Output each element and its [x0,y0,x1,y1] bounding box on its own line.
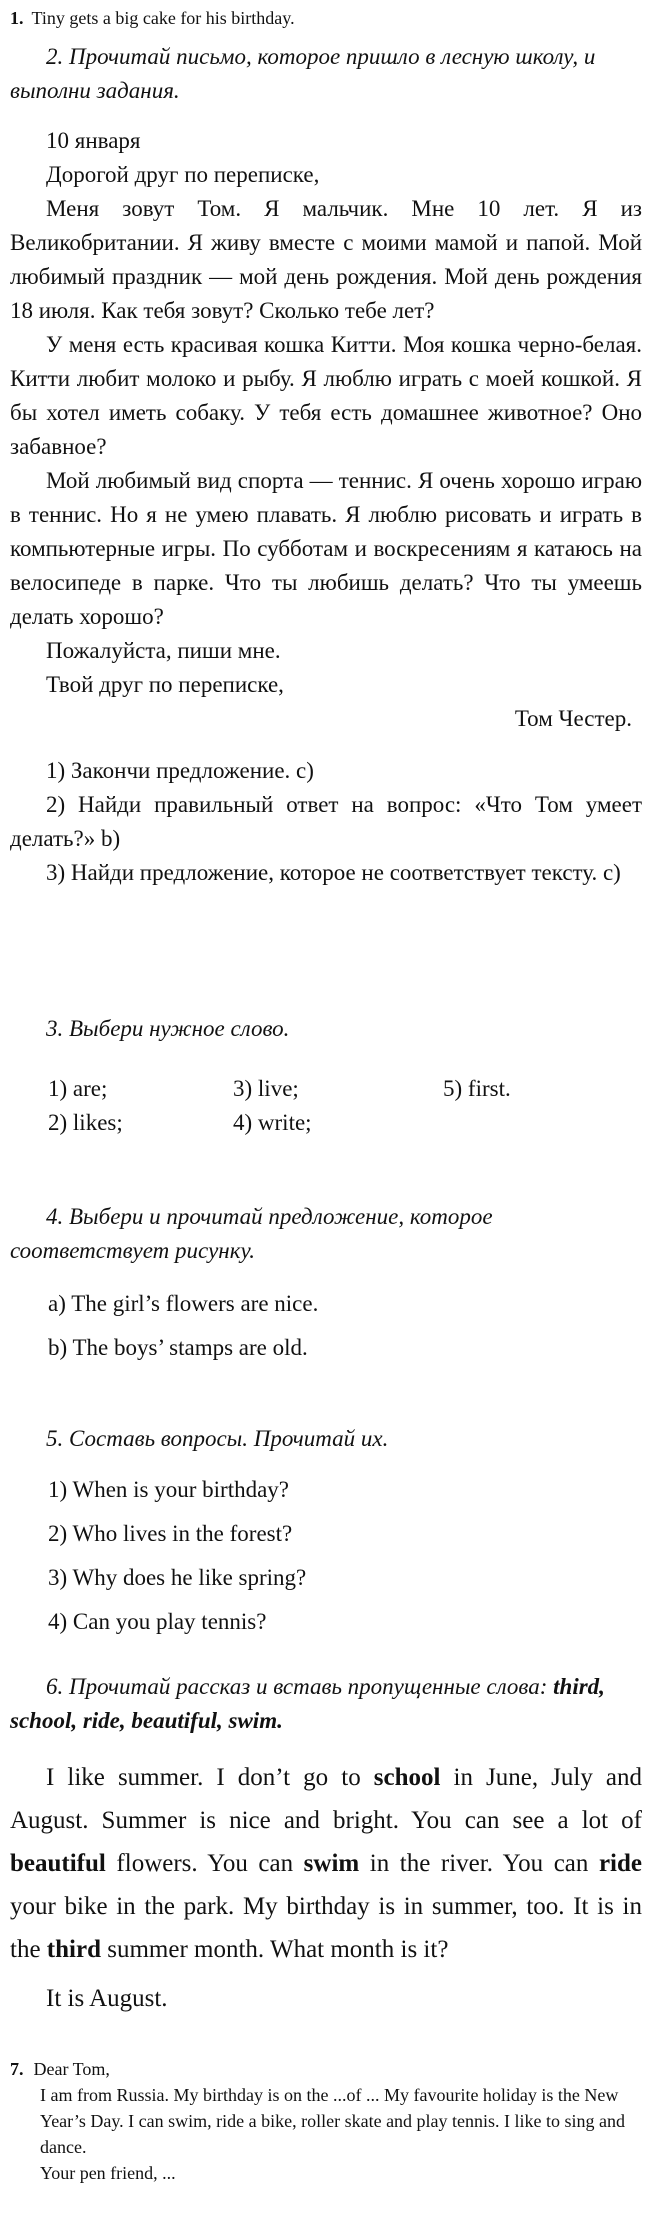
task-5-question: 2) Who lives in the forest? [48,1521,293,1546]
task-4-heading: 4. Выбери и прочитай предложение, которое соответствует рисунку. [10,1204,493,1263]
item-7-greeting-line [10,2056,642,2082]
story-text: in the river. You can [359,1850,599,1877]
task-3-option [443,1106,643,1140]
task-4 [10,1200,642,1370]
story-text: your bike in the park. My birthday is in summer, too. It is in the [10,1893,642,1963]
letter-signature: Том Честер. [514,706,632,731]
story-text: summer month. What month is it? [100,1936,449,1963]
task-6-heading [10,1670,642,1738]
letter-greeting: Дорогой друг по переписке, [46,162,320,187]
task-3-option: 2) likes; [48,1110,123,1135]
story-answer: It is August. [46,1985,168,2012]
task-2-answer: 2) Найди правильный ответ на вопрос: «Что Том умеет делать?» b) [10,792,642,851]
task-6 [10,1670,642,2020]
item-7-closing: Your pen friend, ... [40,2163,176,2183]
task-5-questions [10,1468,642,1644]
item-1-number: 1. [10,8,24,28]
task-3-option: 1) are; [48,1076,108,1101]
letter-paragraph-3: Мой любимый вид спорта — теннис. Я очень хорошо играю в теннис. Но я не умею плавать. Я люблю рисовать и играть в компьютерные игры. По субботам и воскресениям я катаюсь на велосипеде в парке. Что ты любишь делать? Что ты умеешь делать хорошо? [10,468,642,629]
story-word-swim: swim [303,1850,360,1877]
letter-paragraph-2: У меня есть красивая кошка Китти. Моя кошка черно-белая. Китти любит молоко и рыбу. Я люблю играть с моей кошкой. Я бы хотел иметь собаку. У тебя есть домашнее животное? Оно забавное? [10,332,642,459]
task-4-sentences [10,1282,642,1370]
task-3-heading: 3. Выбери нужное слово. [46,1016,290,1041]
letter-date: 10 января [46,128,141,153]
story-word-beautiful: beautiful [10,1850,106,1877]
task-2-heading: 2. Прочитай письмо, которое пришло в лесную школу, и выполни задания. [10,44,596,103]
task-6-heading-text: 6. Прочитай рассказ и вставь пропущенные слова: [46,1674,554,1699]
task-5 [10,1422,642,1644]
story-word-school: school [373,1764,441,1791]
story-text: I like summer. I don’t go to [46,1764,374,1791]
story-text: flowers. You can [105,1850,304,1877]
task-2-answer: 1) Закончи предложение. c) [46,758,314,783]
story-word-third: third [46,1936,101,1963]
task-5-question: 3) Why does he like spring? [48,1565,307,1590]
task-6-word-list: third, school, ride, beautiful, swim. [10,1674,605,1733]
task-3 [10,1012,642,1140]
letter-paragraph-4: Пожалуйста, пиши мне. [46,638,281,663]
task-5-heading: 5. Составь вопросы. Прочитай их. [46,1426,389,1451]
task-3-option: 5) first. [443,1076,511,1101]
item-7-number: 7. [10,2059,24,2079]
item-1 [10,8,295,29]
task-4-option-a: a) The girl’s flowers are nice. [48,1291,319,1316]
item-1-text: Tiny gets a big cake for his birthday. [31,8,295,28]
task-2-answer: 3) Найди предложение, которое не соответствует тексту. c) [46,860,621,885]
task-3-option: 3) live; [233,1076,299,1101]
task-3-option: 4) write; [233,1110,312,1135]
task-5-question: 1) When is your birthday? [48,1477,290,1502]
task-6-story [10,1756,642,1971]
task-2-answers [10,754,642,890]
task-2 [10,40,642,890]
letter-closing: Твой друг по переписке, [46,672,284,697]
story-text: in June, July and August. Summer is nice and bright. You can see a lot of [10,1764,642,1834]
story-word-ride: ride [598,1850,642,1877]
item-7-greeting: Dear Tom, [33,2059,110,2079]
task-5-question: 4) Can you play tennis? [48,1609,267,1634]
item-7 [10,2056,642,2186]
letter-paragraph-1: Меня зовут Том. Я мальчик. Мне 10 лет. Я из Великобритании. Я живу вместе с моими мамой и папой. Мой любимый праздник — мой день рождения. Мой день рождения 18 июля. Как тебя зовут? Сколько тебе лет? [10,196,642,323]
task-3-options [10,1072,642,1140]
task-4-option-b: b) The boys’ stamps are old. [48,1335,308,1360]
item-7-body: I am from Russia. My birthday is on the ...of ... My favourite holiday is the New Year’s Day. I can swim, ride a bike, roller skate and play tennis. I like to sing and dance. [40,2085,626,2157]
